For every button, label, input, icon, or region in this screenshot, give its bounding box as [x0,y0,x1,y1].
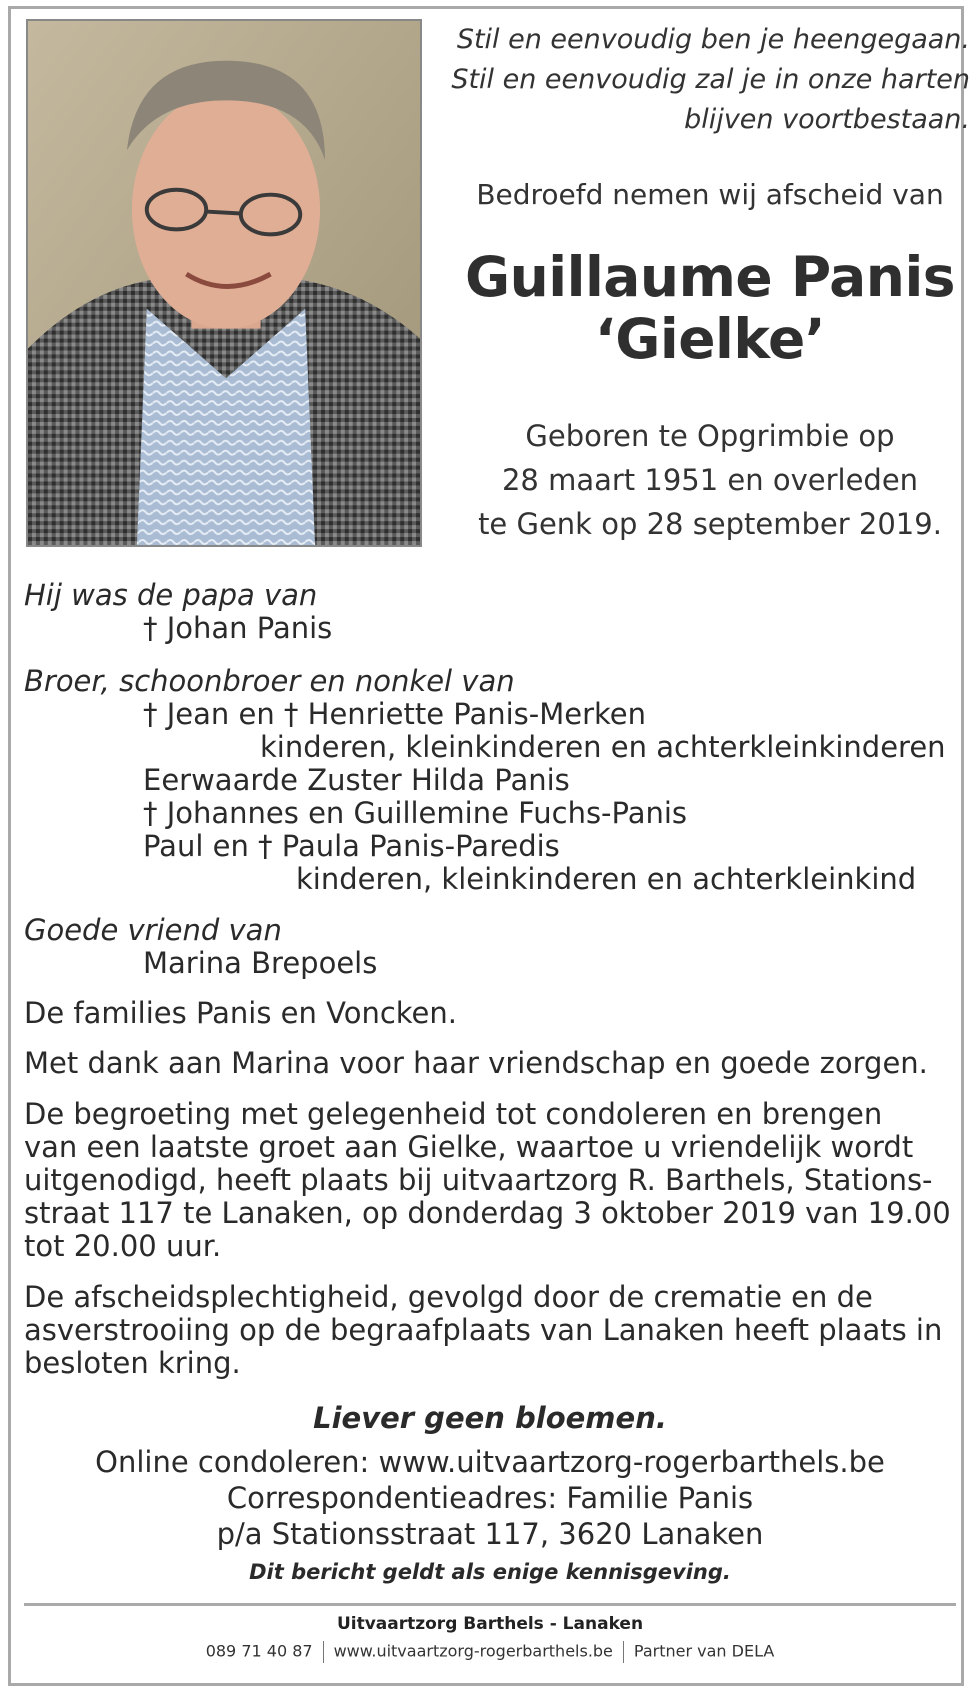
thanks-line: Met dank aan Marina voor haar vriendschap en goede zorgen. [24,1046,928,1080]
footer-divider [24,1603,956,1606]
friend-heading: Goede vriend van [24,913,282,947]
online-condolence: Online condoleren: www.uitvaartzorg-rogerbarthels.be [95,1445,885,1479]
footer-separator [323,1641,324,1663]
motto-line: Stil en eenvoudig zal je in onze harten [451,64,970,95]
sibling-heading: Broer, schoonbroer en nonkel van [24,664,515,698]
footer-phone: 089 71 40 87 [205,1641,313,1661]
birth-death-info [460,414,960,546]
motto-line: blijven voortbestaan. [684,104,970,135]
greeting-line: De begroeting met gelegenheid tot condoleren en brengen [24,1097,883,1131]
intro-text: Bedroefd nemen wij afscheid van [476,178,944,211]
portrait-photo [26,19,422,547]
footer-website: www.uitvaartzorg-rogerbarthels.be [333,1641,613,1661]
motto-verse [450,20,970,140]
footer-partner: Partner van DELA [633,1641,775,1661]
sibling-entry: † Jean en † Henriette Panis-Merken [143,697,647,731]
notice-text: Dit bericht geldt als enige kennisgeving. [249,1560,731,1584]
father-heading: Hij was de papa van [24,578,318,612]
footer-company: Uitvaartzorg Barthels - Lanaken [336,1614,644,1634]
greeting-line: straat 117 te Lanaken, op donderdag 3 oktober 2019 van 19.00 [24,1196,951,1230]
child-entry: † Johan Panis [143,611,333,645]
correspondence-address: p/a Stationsstraat 117, 3620 Lanaken [216,1517,764,1551]
greeting-line: uitgenodigd, heeft plaats bij uitvaartzorg R. Barthels, Stations- [24,1163,933,1197]
ceremony-line: De afscheidsplechtigheid, gevolgd door de crematie en de [24,1280,873,1314]
footer-contact [0,1641,980,1663]
correspondence-address: Correspondentieadres: Familie Panis [226,1481,754,1515]
families-line: De families Panis en Voncken. [24,996,457,1030]
sibling-entry: Paul en † Paula Panis-Paredis [143,829,560,863]
birth-line: te Genk op 28 september 2019. [478,507,942,541]
deceased-name: Guillaume Panis [464,245,956,309]
no-flowers-notice: Liever geen bloemen. [313,1401,667,1435]
greeting-line: van een laatste groet aan Gielke, waartoe u vriendelijk wordt [24,1130,914,1164]
deceased-nickname: ‘Gielke’ [594,307,826,371]
friend-entry: Marina Brepoels [143,946,378,980]
ceremony-line: besloten kring. [24,1346,241,1380]
footer-separator [623,1641,624,1663]
sibling-entry: Eerwaarde Zuster Hilda Panis [143,763,570,797]
greeting-line: tot 20.00 uur. [24,1229,222,1263]
sibling-entry: † Johannes en Guillemine Fuchs-Panis [143,796,688,830]
ceremony-line: asverstrooiing op de begraafplaats van Lanaken heeft plaats in [24,1313,943,1347]
birth-line: 28 maart 1951 en overleden [501,463,919,497]
portrait-image [28,21,420,545]
sibling-descendants: kinderen, kleinkinderen en achterkleinkinderen [260,730,946,764]
deceased-name-block [440,246,980,370]
sibling-descendants: kinderen, kleinkinderen en achterkleinkind [296,862,917,896]
motto-line: Stil en eenvoudig ben je heengegaan. [456,24,970,55]
birth-line: Geboren te Opgrimbie op [525,419,895,453]
